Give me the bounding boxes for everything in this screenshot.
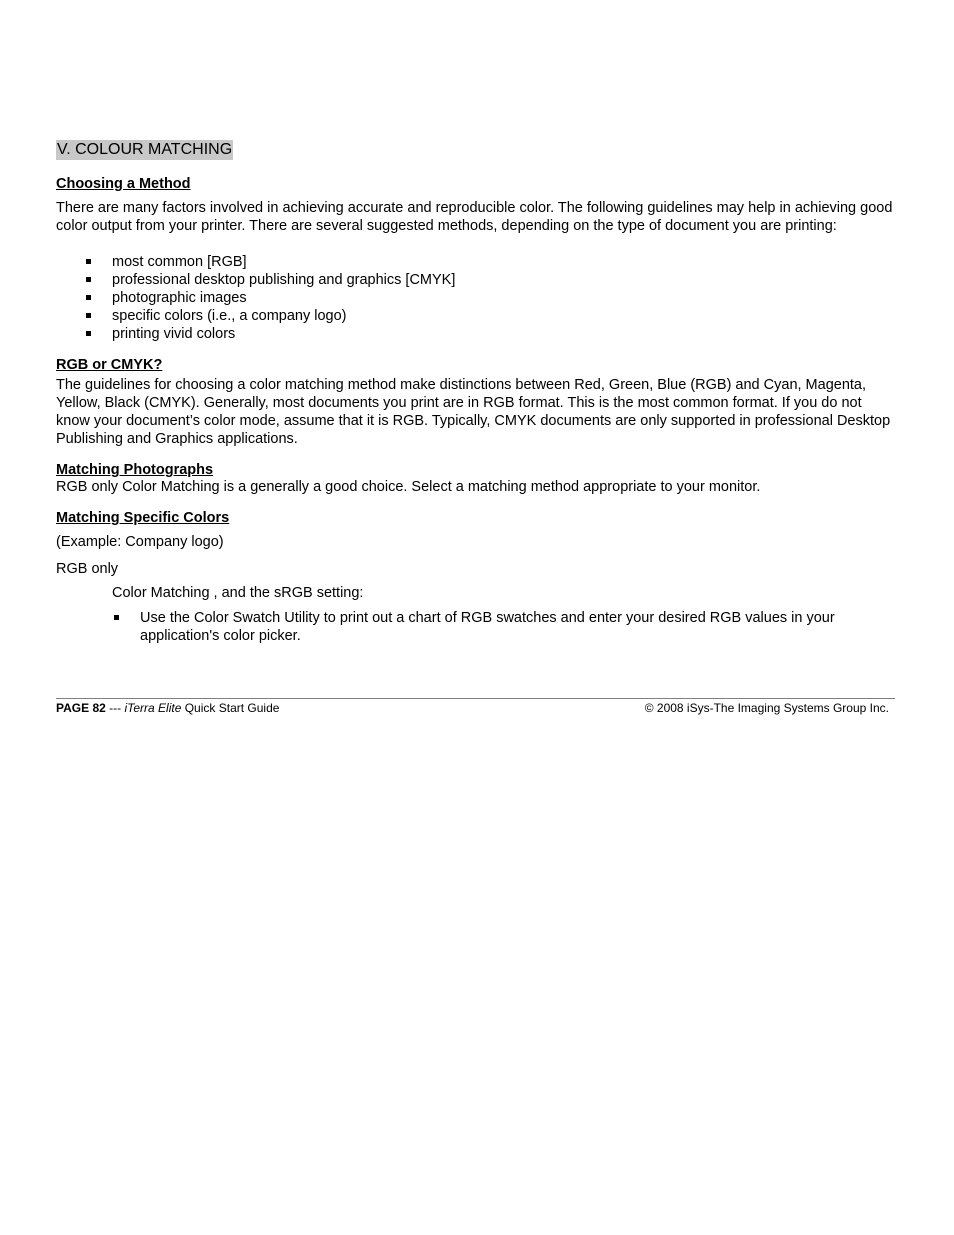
footer-page-info [56, 701, 279, 715]
choosing-intro-paragraph: There are many factors involved in achieving accurate and reproducible color. The following guidelines may help in achieving good color output from your printer. There are several suggested methods, depending on the type of document you are printing: [56, 200, 893, 234]
footer-divider [56, 698, 895, 699]
color-matching-setting-text: Color Matching , and the sRGB setting: [112, 585, 364, 601]
method-bullet-list [56, 253, 455, 343]
footer-separator: --- [105, 701, 125, 715]
page-number: PAGE 82 [56, 701, 106, 715]
list-item: photographic images [56, 289, 455, 307]
rgb-only-text: RGB only [56, 561, 119, 577]
footer-copyright: © 2008 iSys-The Imaging Systems Group Inc. [644, 701, 889, 715]
square-bullet-icon [114, 615, 119, 620]
section-title: V. COLOUR MATCHING [57, 141, 233, 158]
square-bullet-icon [86, 295, 91, 300]
heading-rgb-or-cmyk: RGB or CMYK? [56, 357, 163, 373]
square-bullet-icon [86, 259, 91, 264]
list-item: printing vivid colors [56, 325, 455, 343]
list-item: most common [RGB] [56, 253, 455, 271]
heading-matching-specific-colors: Matching Specific Colors [56, 510, 230, 526]
product-name: iTerra Elite [124, 701, 182, 715]
heading-choosing-a-method: Choosing a Method [56, 176, 191, 192]
square-bullet-icon [86, 277, 91, 282]
list-item: Use the Color Swatch Utility to print out a chart of RGB swatches and enter your desired RGB values in your application's color picker. [112, 609, 902, 645]
guide-name: Quick Start Guide [181, 701, 280, 715]
square-bullet-icon [86, 313, 91, 318]
square-bullet-icon [86, 331, 91, 336]
heading-matching-photographs: Matching Photographs [56, 462, 214, 478]
list-item: specific colors (i.e., a company logo) [56, 307, 455, 325]
list-item: professional desktop publishing and graphics [CMYK] [56, 271, 455, 289]
rgb-cmyk-paragraph: The guidelines for choosing a color matching method make distinctions between Red, Green, Blue (RGB) and Cyan, Magenta, Yellow, Black (CMYK). Generally, most documents you print are in RGB format. This is the most common format. If you do not know your document’s color mode, assume that it is RGB. Typically, CMYK documents are only supported in professional Desktop Publishing and Graphics applications. [56, 377, 891, 447]
photographs-paragraph: RGB only Color Matching is a generally a good choice. Select a matching method appropriate to your monitor. [56, 479, 761, 495]
example-text: (Example: Company logo) [56, 534, 224, 550]
